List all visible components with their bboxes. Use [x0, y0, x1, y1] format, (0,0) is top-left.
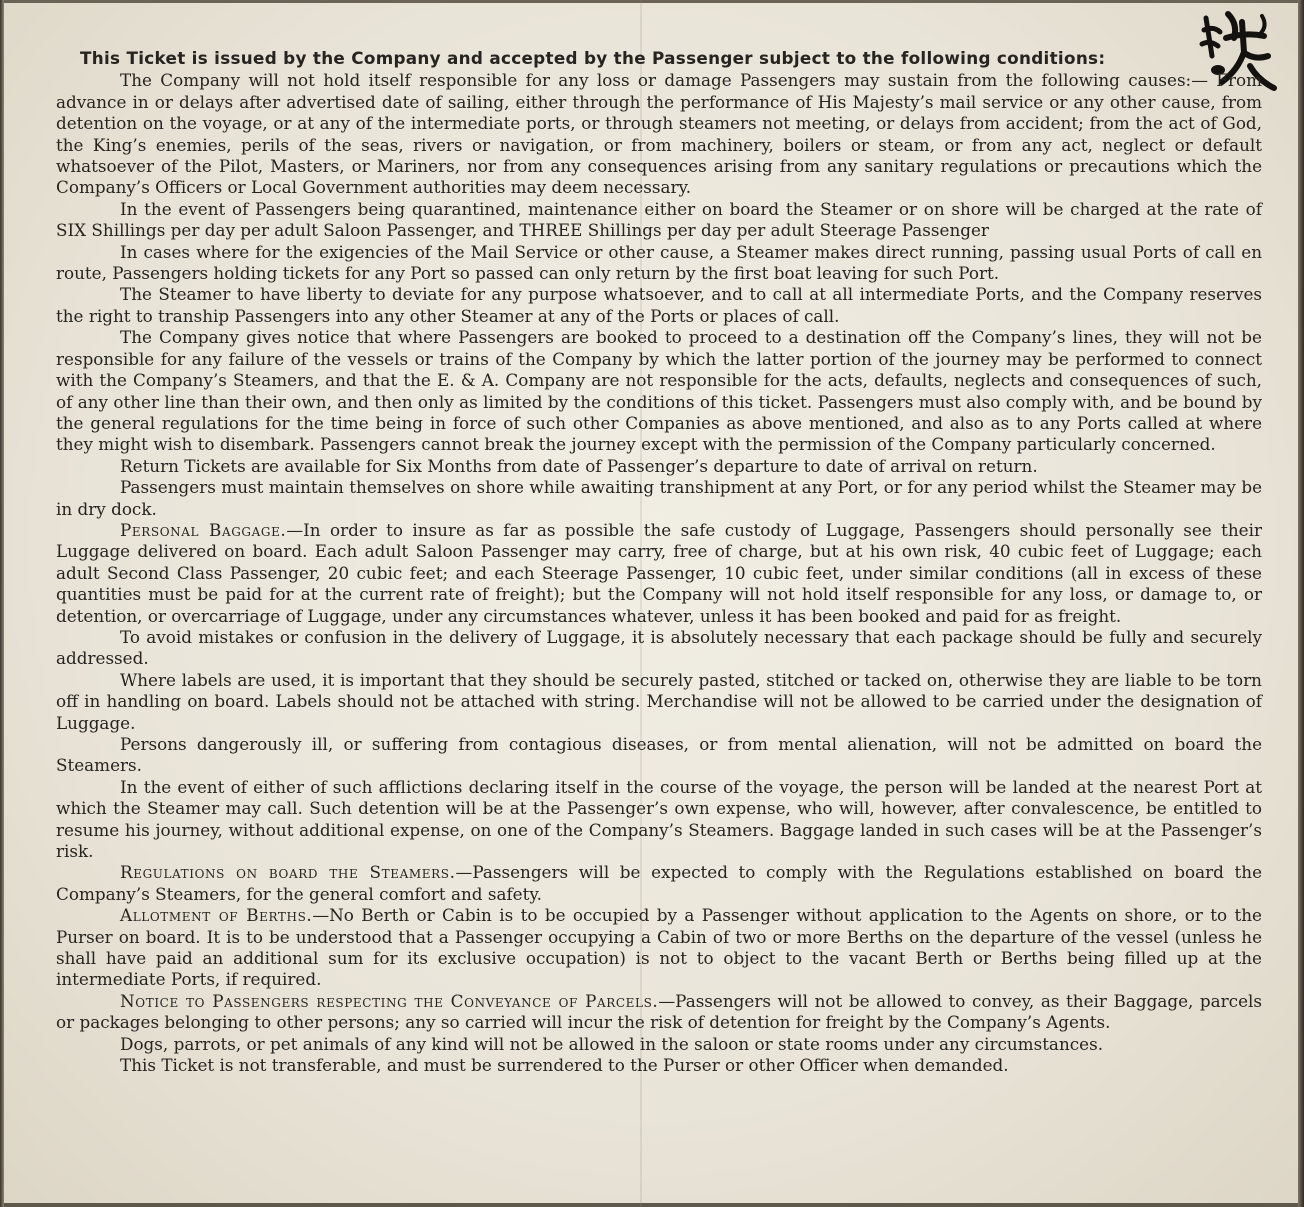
condition-paragraph — [56, 905, 1262, 991]
condition-paragraph — [56, 734, 1262, 777]
condition-paragraph — [56, 991, 1262, 1034]
paragraph-text: This Ticket is not transferable, and must be surrendered to the Purser or other Officer when demanded. — [120, 1055, 1009, 1076]
paragraph-text: The Company will not hold itself responsible for any loss or damage Passengers may sustain from the following causes:— From advance in or delays after advertised date of sailing, either through the performance of His Majesty’s mail service or any other cause, from detention on the voyage, or at any of the intermediate ports, or through steamers not meeting, or delays from accident; from the act of God, the King’s enemies, perils of the seas, rivers or navigation, or from machinery, boilers or steam, or from any act, neglect or default whatsoever of the Pilot, Masters, or Mariners, nor from any consequences arising from any sanitary regulations or precautions which the Company’s Officers or Local Government authorities may deem necessary. — [56, 70, 1262, 198]
conditions-heading: This Ticket is issued by the Company and accepted by the Passenger subject to the following conditions: — [80, 48, 1106, 68]
conditions-text-block — [56, 48, 1262, 1077]
paragraph-text: —Passengers will be expected to comply with the Regulations established on board the Company’s Steamers, for the general comfort and safety. — [56, 862, 1262, 904]
condition-paragraph — [56, 1055, 1262, 1076]
condition-paragraph — [56, 862, 1262, 905]
condition-paragraph — [56, 456, 1262, 477]
paragraph-text: —Passengers will not be allowed to convey, as their Baggage, parcels or packages belonging to other persons; any so carried will incur the risk of detention for freight by the Company’s Agents. — [56, 990, 1262, 1033]
paragraph-text: In cases where for the exigencies of the Mail Service or other cause, a Steamer makes direct running, passing usual Ports of call en route, Passengers holding tickets for any Port so passed can only return by the first boat leaving for such Port. — [56, 241, 1262, 284]
paragraph-text: The Steamer to have liberty to deviate for any purpose whatsoever, and to call at all intermediate Ports, and the Company reserves the right to tranship Passengers into any other Steamer at any of the Ports or places of call. — [56, 284, 1262, 326]
paper-edge-left — [0, 0, 4, 1207]
paragraph-text: Passengers must maintain themselves on shore while awaiting transhipment at any Port, or for any period whilst the Steamer may be in dry dock. — [56, 477, 1262, 519]
paragraph-text: —No Berth or Cabin is to be occupied by a Passenger without application to the Agents on shore, or to the Purser on board. It is to be understood that a Passenger occupying a Cabin of two or more Berths on the departure of the vessel (unless he shall have paid an additional sum for its exclusive occupation) is not to object to the vacant Berth or Berths being filled up at the intermediate Ports, if required. — [56, 905, 1262, 990]
condition-paragraph — [56, 327, 1262, 455]
section-lead-heading: Personal Baggage. — [120, 519, 287, 540]
section-lead-heading: Allotment of Berths. — [120, 905, 313, 926]
paragraph-text: The Company gives notice that where Passengers are booked to proceed to a destination off the Company’s lines, they will not be responsible for any failure of the vessels or trains of the Company by which the latter portion of the journey may be performed to connect with the Company’s Steamers, and that the E. & A. Company are not responsible for the acts, defaults, neglects and consequences of such, of any other line than their own, and then only as limited by the conditions of this ticket. Passengers must also comply with, and be bound by the general regulations for the time being in force of such other Companies as above mentioned, and also as to any Ports called at where they might wish to disembark. Passengers cannot break the journey except with the permission of the Company particularly concerned. — [56, 327, 1262, 455]
paragraph-text: —In order to insure as far as possible the safe custody of Luggage, Passengers should personally see their Luggage delivered on board. Each adult Saloon Passenger may carry, free of charge, but at his own risk, 40 cubic feet of Luggage; each adult Second Class Passenger, 20 cubic feet; and each Steerage Passenger, 10 cubic feet, under similar conditions (all in excess of these quantities must be paid for at the current rate of freight); but the Company will not hold itself responsible for any loss, or damage to, or detention, or overcarriage of Luggage, under any circumstances whatever, unless it has been booked and paid for as freight. — [56, 519, 1262, 626]
condition-paragraph — [56, 520, 1262, 627]
conditions-paragraphs — [56, 70, 1262, 1076]
paragraph-text: Where labels are used, it is important that they should be securely pasted, stitched or tacked on, otherwise they are liable to be torn off in handling on board. Labels should not be attached with string. Merchandise will not be allowed to be carried under the designation of Luggage. — [56, 669, 1262, 733]
section-lead-heading: Notice to Passengers respecting the Conveyance of Parcels. — [120, 990, 659, 1011]
paragraph-text: Persons dangerously ill, or suffering from contagious diseases, or from mental alienation, will not be admitted on board the Steamers. — [56, 734, 1262, 776]
condition-paragraph — [56, 627, 1262, 670]
paper-edge-right — [1298, 0, 1304, 1207]
paper-edge-top — [0, 0, 1304, 3]
condition-paragraph — [56, 284, 1262, 327]
paragraph-text: To avoid mistakes or confusion in the delivery of Luggage, it is absolutely necessary that each package should be fully and securely addressed. — [56, 626, 1262, 669]
condition-paragraph — [56, 242, 1262, 285]
condition-paragraph — [56, 199, 1262, 242]
condition-paragraph — [56, 70, 1262, 198]
paragraph-text: In the event of either of such afflictions declaring itself in the course of the voyage, the person will be landed at the nearest Port at which the Steamer may call. Such detention will be at the Passenger’s own expense, who will, however, after convalescence, be entitled to resume his journey, without additional expense, on one of the Company’s Steamers. Baggage landed in such cases will be at the Passenger’s risk. — [56, 776, 1262, 862]
condition-paragraph — [56, 477, 1262, 520]
condition-paragraph — [56, 670, 1262, 734]
paper-edge-bottom — [0, 1203, 1304, 1207]
condition-paragraph — [56, 777, 1262, 863]
paragraph-text: Return Tickets are available for Six Months from date of Passenger’s departure to date of arrival on return. — [120, 455, 1038, 476]
paragraph-text: Dogs, parrots, or pet animals of any kind will not be allowed in the saloon or state rooms under any circumstances. — [120, 1033, 1104, 1054]
paragraph-text: In the event of Passengers being quarantined, maintenance either on board the Steamer or on shore will be charged at the rate of SIX Shillings per day per adult Saloon Passenger, and THREE Shillings per day per adult Steerage Passenger — [56, 198, 1262, 241]
condition-paragraph — [56, 1034, 1262, 1055]
section-lead-heading: Regulations on board the Steamers. — [120, 862, 456, 883]
